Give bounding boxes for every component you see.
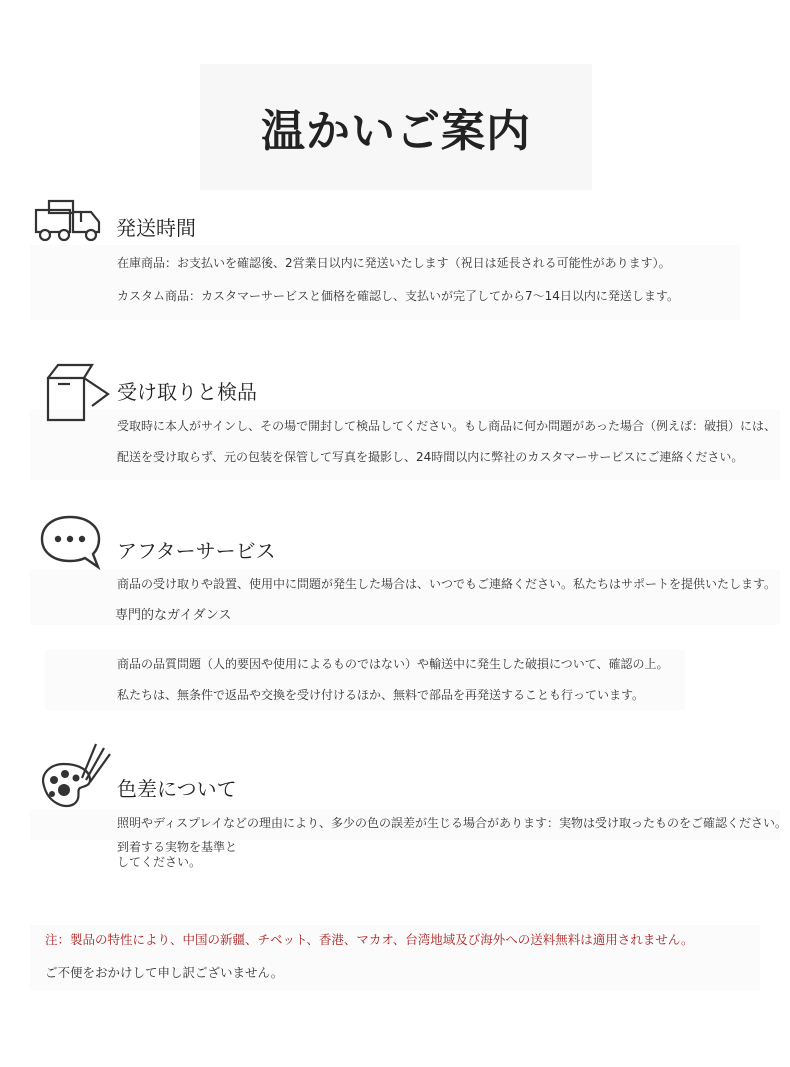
section-heading-color: 色差について xyxy=(117,777,237,801)
section-heading-aftersales: アフターサービス xyxy=(117,539,276,563)
receipt-line-2: 配送を受け取らず、元の包装を保管して写真を撮影し、24時間以内に弊社のカスタマーサービスにご連絡ください。 xyxy=(117,450,744,464)
section-heading-receipt: 受け取りと検品 xyxy=(117,380,257,404)
aftersales-line-2: 専門的なガイダンス xyxy=(115,608,232,623)
palette-icon xyxy=(38,738,114,810)
color-line-1: 照明やディスプレイなどの理由により、多少の色の誤差が生じる場合があります：実物は受け取ったものをご確認ください。 xyxy=(117,816,787,830)
title-banner xyxy=(200,64,592,190)
receipt-line-1: 受取時に本人がサインし、その場で開封して検品してください。もし商品に何か問題があった場合（例えば：破損）には、 xyxy=(117,419,777,433)
color-line-3: してください。 xyxy=(117,855,202,869)
color-line-2: 到着する実物を基準と xyxy=(117,840,238,854)
box-icon xyxy=(40,362,112,424)
shipping-line-2: カスタム商品：カスタマーサービスと価格を確認し、支払いが完了してから7〜14日以内に発送します。 xyxy=(117,289,679,303)
aftersales-line-1: 商品の受け取りや設置、使用中に問題が発生した場合は、いつでもご連絡ください。私たちはサポートを提供いたします。 xyxy=(117,577,777,591)
apology-note: ご不便をおかけして申し訳ございません。 xyxy=(45,965,284,980)
aftersales-line-4: 私たちは、無条件で返品や交換を受け付けるほか、無料で部品を再発送することも行っています。 xyxy=(117,688,645,702)
page-title: 温かいご案内 xyxy=(261,106,531,157)
shipping-line-1: 在庫商品：お支払いを確認後、2営業日以内に発送いたします（祝日は延長される可能性があります）。 xyxy=(117,256,671,270)
truck-icon xyxy=(33,198,111,244)
aftersales-line-3: 商品の品質問題（人的要因や使用によるものではない）や輸送中に発生した破損について、確認の上。 xyxy=(117,657,669,671)
section-heading-shipping: 発送時間 xyxy=(116,216,196,240)
shipping-exclusion-note: 注：製品の特性により、中国の新疆、チベット、香港、マカオ、台湾地域及び海外への送料無料は適用されません。 xyxy=(45,932,694,947)
chat-bubble-icon xyxy=(38,514,104,570)
